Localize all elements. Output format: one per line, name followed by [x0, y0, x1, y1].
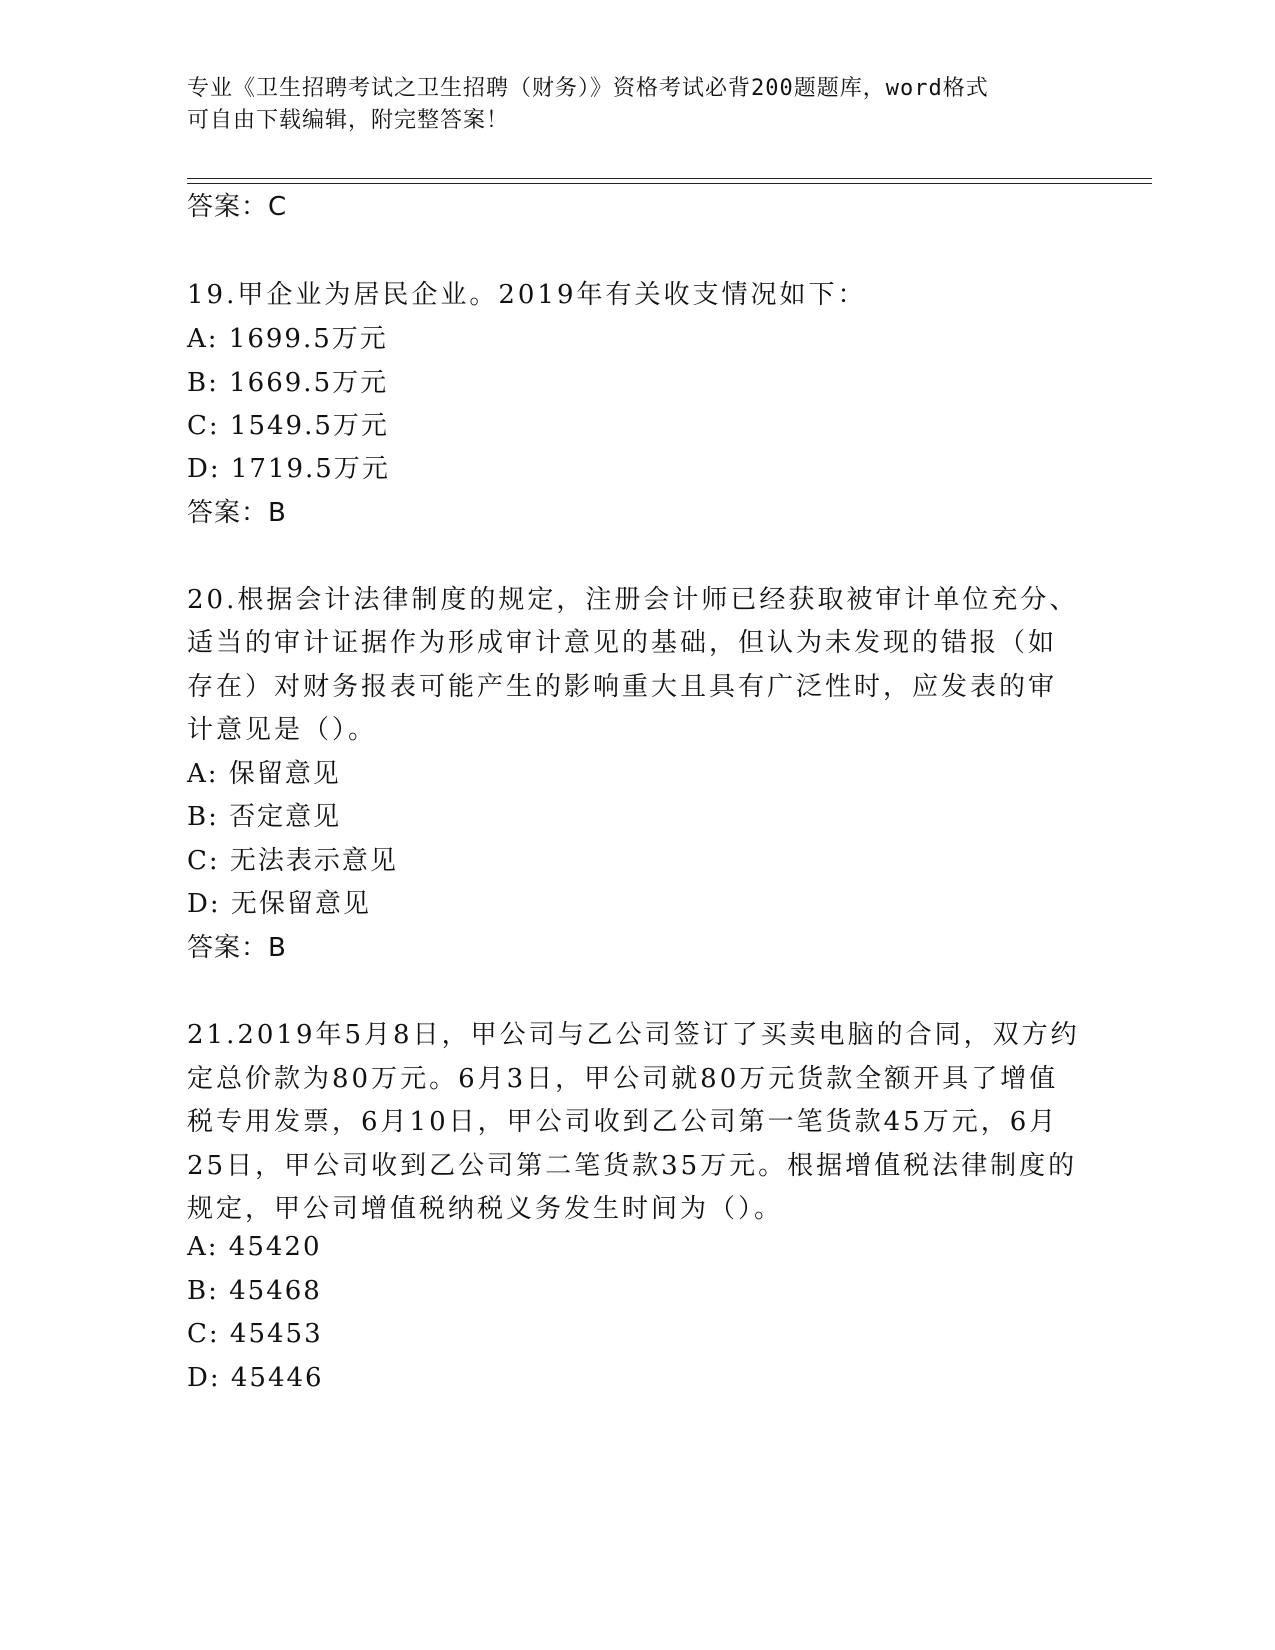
question-21-option-c: C: 45453: [187, 1319, 323, 1349]
question-21-stem-line-2: 定总价款为80万元。6月3日，甲公司就80万元货款全额开具了增值: [187, 1064, 1059, 1094]
question-21-option-b: B: 45468: [187, 1276, 322, 1306]
question-20-stem-line-2: 适当的审计证据作为形成审计意见的基础，但认为未发现的错报（如: [187, 628, 1058, 658]
question-20-answer: 答案：B: [187, 933, 287, 963]
question-21-stem-line-1: 21.2019年5月8日，甲公司与乙公司签订了买卖电脑的合同，双方约: [187, 1020, 1080, 1050]
question-20-stem-line-1: 20.根据会计法律制度的规定，注册会计师已经获取被审计单位充分、: [187, 585, 1079, 615]
question-19-stem: 19.甲企业为居民企业。2019年有关收支情况如下：: [187, 280, 867, 310]
header-rule-bottom: [187, 183, 1152, 184]
header-line-2: 可自由下载编辑，附完整答案！: [187, 108, 510, 133]
previous-answer: 答案：C: [187, 192, 288, 222]
header-line-1: 专业《卫生招聘考试之卫生招聘（财务）》资格考试必背200题题库，word格式: [187, 76, 989, 101]
question-21-stem-line-5: 规定，甲公司增值税纳税义务发生时间为（）。: [187, 1194, 784, 1224]
question-20-stem-line-4: 计意见是（）。: [187, 715, 378, 745]
document-header: [187, 73, 1087, 137]
question-20-option-d: D: 无保留意见: [187, 889, 371, 919]
question-19-option-c: C: 1549.5万元: [187, 411, 389, 441]
question-20-option-b: B: 否定意见: [187, 802, 342, 832]
question-19-answer: 答案：B: [187, 498, 287, 528]
question-21-stem-line-3: 税专用发票，6月10日，甲公司收到乙公司第一笔货款45万元，6月: [187, 1107, 1059, 1137]
question-20-option-c: C: 无法表示意见: [187, 846, 398, 876]
question-20-stem-line-3: 存在）对财务报表可能产生的影响重大且具有广泛性时，应发表的审: [187, 672, 1058, 702]
question-21-stem-line-4: 25日，甲公司收到乙公司第二笔货款35万元。根据增值税法律制度的: [187, 1151, 1078, 1181]
question-19-option-b: B: 1669.5万元: [187, 368, 389, 398]
question-20-option-a: A: 保留意见: [187, 759, 341, 789]
question-19-option-a: A: 1699.5万元: [187, 324, 388, 354]
question-21-option-d: D: 45446: [187, 1363, 324, 1393]
header-rule-top: [187, 178, 1152, 179]
question-19-option-d: D: 1719.5万元: [187, 454, 390, 484]
question-21-option-a: A: 45420: [187, 1232, 322, 1262]
